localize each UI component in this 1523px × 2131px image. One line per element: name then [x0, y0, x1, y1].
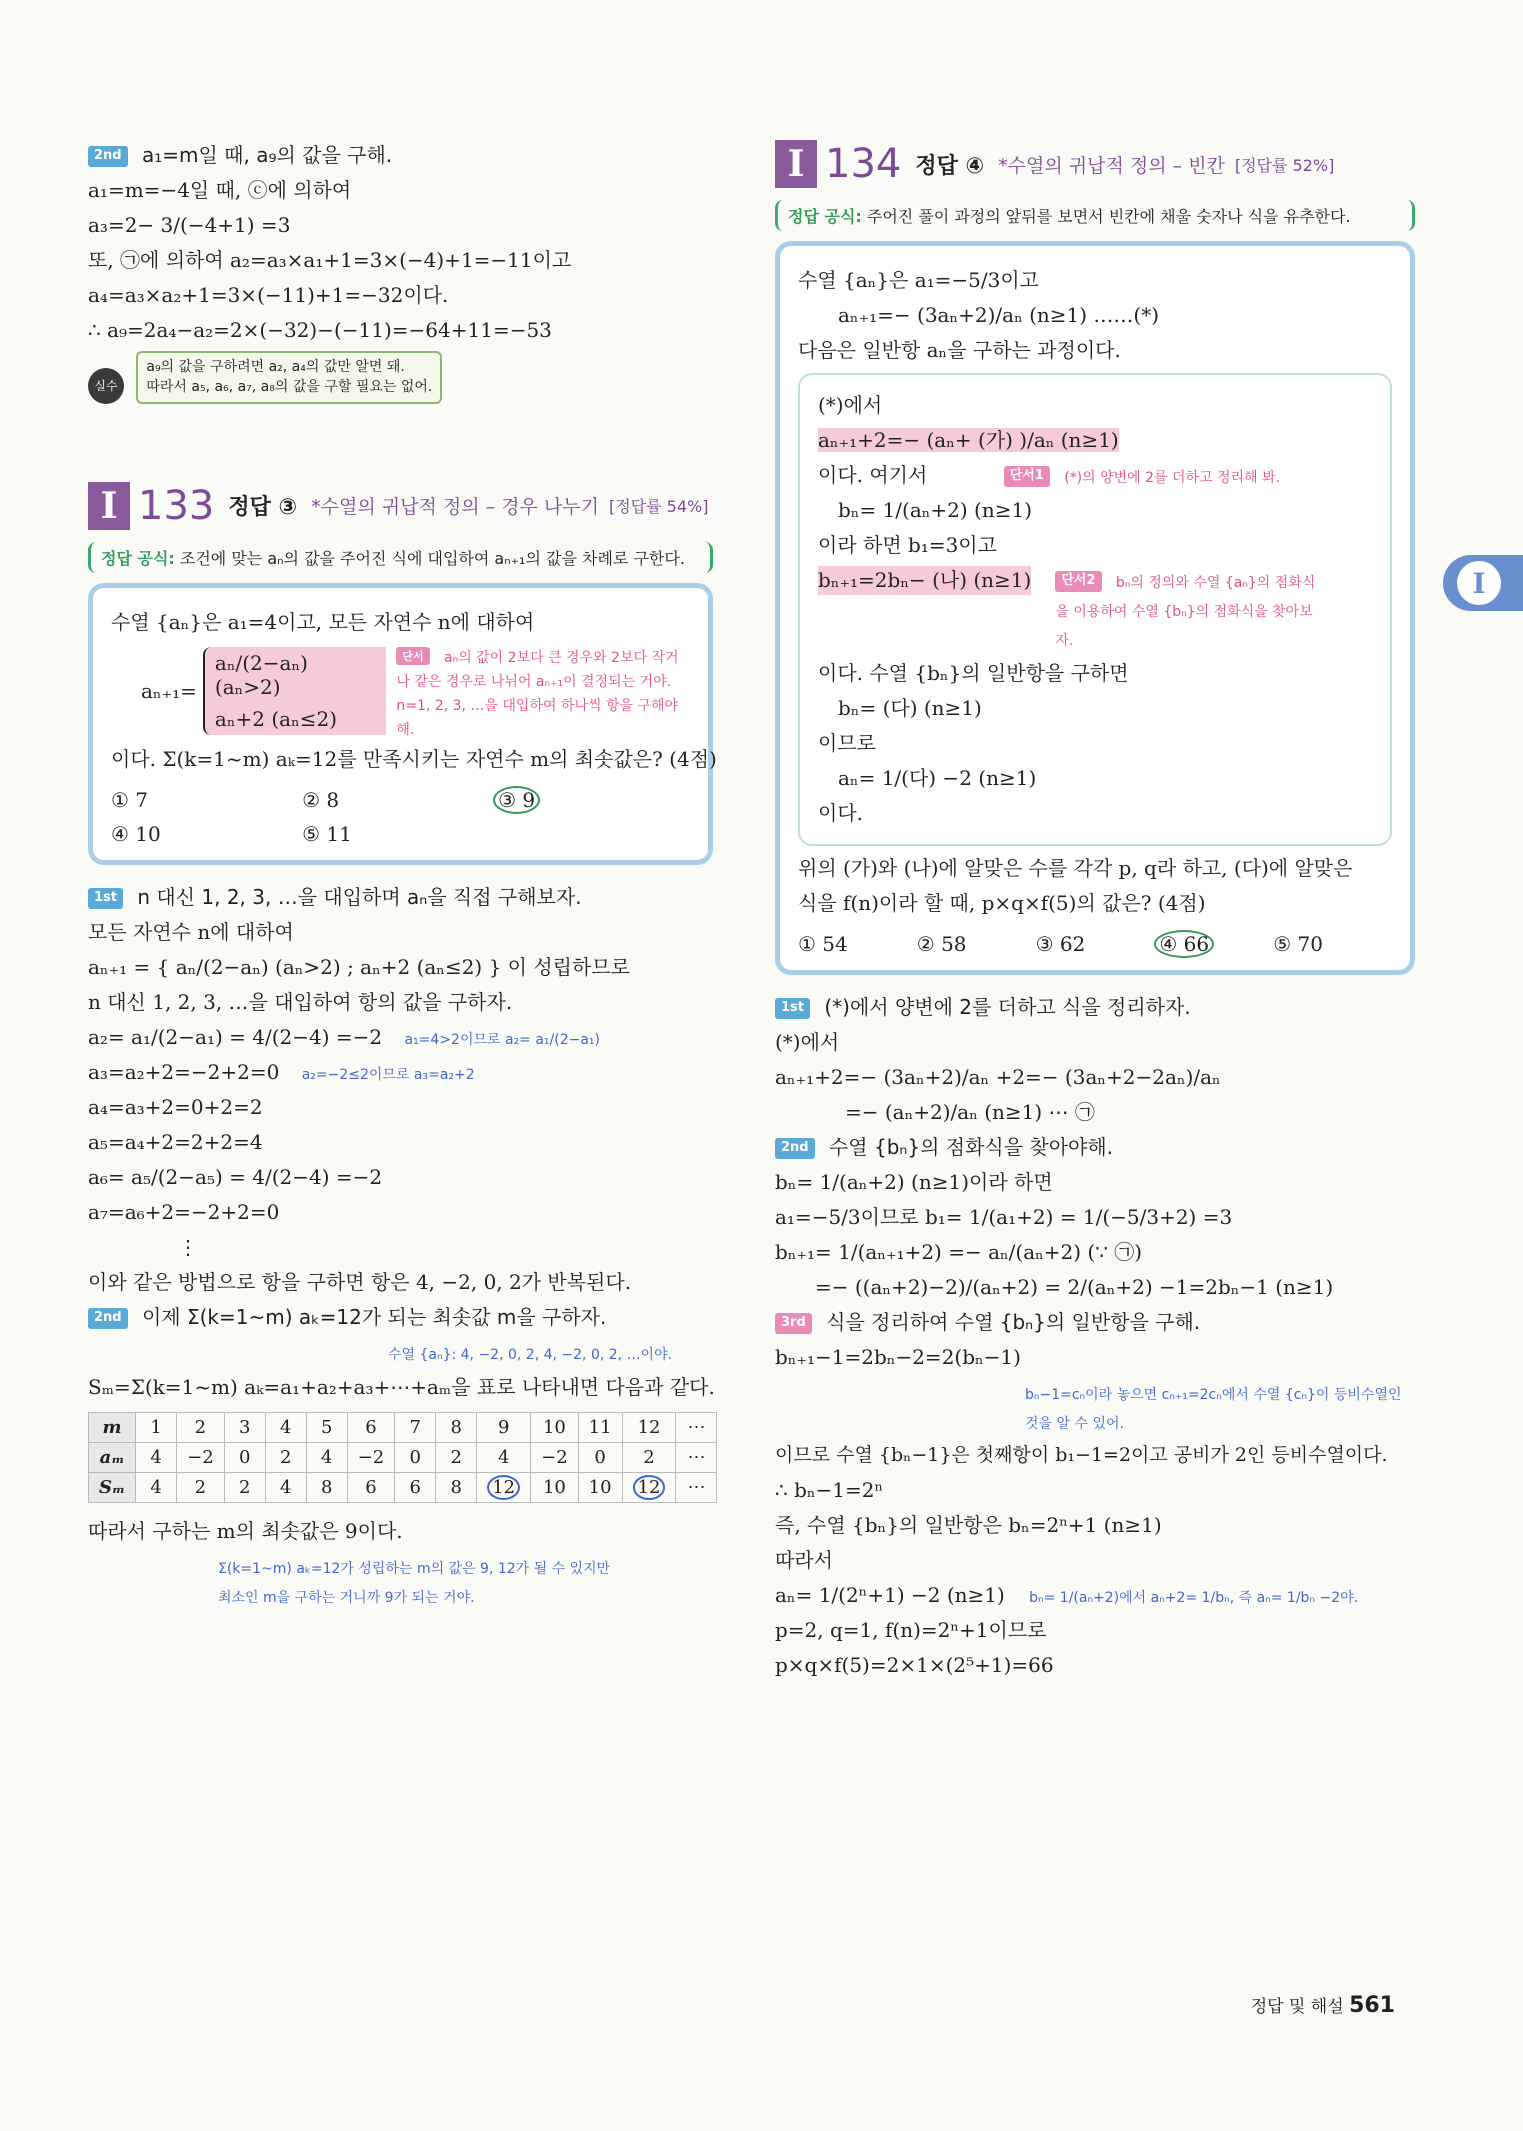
- table-cell: ⋯: [676, 1472, 717, 1502]
- hint-text: bₙ의 정의와 수열 {aₙ}의 점화식을 이용하여 수열 {bₙ}의 점화식을 찾아보자.: [1055, 575, 1316, 649]
- solution-line: 이와 같은 방법으로 항을 구하면 항은 4, −2, 0, 2가 반복된다.: [88, 1269, 632, 1294]
- table-cell: 1: [136, 1412, 177, 1442]
- table-cell: 6: [347, 1472, 395, 1502]
- step-title: n 대신 1, 2, 3, …을 대입하며 aₙ을 직접 구해보자.: [137, 884, 582, 909]
- table-cell: 2: [265, 1442, 306, 1472]
- step-title: 식을 정리하여 수열 {bₙ}의 일반항을 구해.: [826, 1310, 1201, 1334]
- table-cell: 6: [395, 1472, 436, 1502]
- side-note: bₙ= 1/(aₙ+2)에서 aₙ+2= 1/bₙ, 즉 aₙ= 1/bₙ −2야.: [1029, 1589, 1359, 1606]
- solution-line: p=2, q=1, f(n)=2ⁿ+1이므로: [775, 1617, 1047, 1642]
- step-header: [88, 1303, 713, 1332]
- table-cell: 4: [477, 1442, 531, 1472]
- process-eq: bₙ₊₁=2bₙ− (나) (n≥1): [818, 566, 1031, 595]
- step-badge: 1st: [88, 888, 123, 909]
- choice-2[interactable]: ② 8: [302, 787, 340, 812]
- question-box: [775, 241, 1415, 975]
- table-cell: 8: [306, 1472, 347, 1502]
- step-header: [88, 141, 713, 170]
- unit-mark: I: [775, 140, 817, 188]
- process-line: (*)에서: [818, 393, 883, 417]
- solution-line: ∴ bₙ−1=2ⁿ: [775, 1477, 884, 1502]
- choices: [111, 788, 690, 846]
- solution-eq: bₙ₊₁−1=2bₙ−2=2(bₙ−1): [775, 1345, 1021, 1369]
- solution-line: bₙ₊₁= 1/(aₙ₊₁+2) =− aₙ/(aₙ+2) (∵ ㉠): [775, 1240, 1143, 1264]
- choice-2[interactable]: ② 58: [916, 932, 967, 956]
- step-title: (*)에서 양변에 2를 더하고 식을 정리하자.: [824, 995, 1191, 1019]
- piecewise-lhs: aₙ₊₁=: [141, 678, 197, 703]
- process-line: [818, 426, 1372, 455]
- table-cell: −2: [347, 1442, 395, 1472]
- chapter-tab-label: I: [1457, 561, 1501, 605]
- hint-text: (*)의 양변에 2를 더하고 정리해 봐.: [1064, 470, 1281, 486]
- hint: [1055, 566, 1315, 653]
- choice-3-label: ③ 9: [493, 786, 540, 814]
- mistake-text: a₉의 값을 구하려면 a₂, a₄의 값만 알면 돼.: [146, 359, 405, 375]
- table-cell: 4: [306, 1442, 347, 1472]
- page-number: 561: [1349, 1993, 1395, 2018]
- table-cell: 6: [347, 1412, 395, 1442]
- sum-table: [88, 1412, 717, 1503]
- step-badge: 1st: [775, 998, 810, 1019]
- formula-label: 정답 공식:: [101, 548, 175, 568]
- problem-number: 134: [825, 141, 902, 187]
- table-cell: 11: [578, 1412, 622, 1442]
- solution-line: 즉, 수열 {bₙ}의 일반항은 bₙ=2ⁿ+1 (n≥1): [775, 1512, 1162, 1537]
- table-header: aₘ: [89, 1442, 136, 1472]
- solution-line: ⋮: [178, 1234, 198, 1259]
- formula-label: 정답 공식:: [788, 207, 862, 226]
- process-eq: aₙ₊₁+2=− (aₙ+ (가) )/aₙ (n≥1): [818, 428, 1119, 452]
- hint-badge: 단서: [396, 647, 429, 665]
- hint-badge: 단서2: [1055, 571, 1101, 592]
- side-note: a₁=4>2이므로 a₂= a₁/(2−a₁): [404, 1031, 601, 1048]
- piecewise-cases: [203, 647, 386, 735]
- process-line: bₙ= (다) (n≥1): [838, 696, 982, 720]
- table-cell: 2: [177, 1412, 225, 1442]
- table-cell: 2: [224, 1472, 265, 1502]
- math-line: a₄=a₃×a₂+1=3×(−11)+1=−32이다.: [88, 283, 449, 307]
- table-cell: 10: [578, 1472, 622, 1502]
- choices: [798, 932, 1392, 956]
- process-line: 이다.: [818, 801, 863, 825]
- circled-value: 12: [487, 1475, 520, 1500]
- case-2: aₙ+2 (aₙ≤2): [214, 706, 338, 731]
- question-text: aₙ₊₁=− (3aₙ+2)/aₙ (n≥1) ……(*): [838, 303, 1160, 327]
- accuracy-rate: [정답률 54%]: [608, 497, 709, 517]
- side-note: a₂=−2≤2이므로 a₃=a₂+2: [301, 1066, 475, 1083]
- table-cell: 9: [477, 1412, 531, 1442]
- solution-line: a₇=a₆+2=−2+2=0: [88, 1199, 280, 1224]
- page-footer: [1251, 1992, 1395, 2018]
- step-header: [88, 883, 713, 912]
- solution-eq: a₂= a₁/(2−a₁) = 4/(2−4) =−2: [88, 1024, 383, 1049]
- solution-line: =− (aₙ+2)/aₙ (n≥1) ⋯ ㉠: [845, 1100, 1095, 1124]
- step-title: 수열 {bₙ}의 점화식을 찾아야해.: [828, 1135, 1114, 1159]
- step-header: [775, 1133, 1415, 1162]
- step-badge: 2nd: [88, 1308, 128, 1329]
- mistake-note: [88, 351, 713, 404]
- left-column: [88, 135, 717, 1610]
- conclusion-note: [88, 1581, 713, 1610]
- solution-line: bₙ= 1/(aₙ+2) (n≥1)이라 하면: [775, 1170, 1053, 1194]
- solution-line: 따라서: [775, 1547, 833, 1572]
- table-cell: [477, 1472, 531, 1502]
- problem-header-133: [88, 482, 713, 530]
- step-header: [775, 993, 1415, 1022]
- mistake-icon: 실수: [88, 368, 124, 404]
- topic-label: *수열의 귀납적 정의 – 경우 나누기: [311, 496, 599, 519]
- hint-badge: 단서1: [1004, 466, 1050, 487]
- math-line: ∴ a₉=2a₄−a₂=2×(−32)−(−11)=−64+11=−53: [88, 318, 552, 342]
- solution-line: [775, 1581, 1415, 1610]
- table-cell: [622, 1472, 676, 1502]
- case-1: aₙ/(2−aₙ) (aₙ>2): [214, 650, 308, 699]
- solution-eq: a₃=a₂+2=−2+2=0: [88, 1059, 280, 1084]
- solution-line: p×q×f(5)=2×1×(2⁵+1)=66: [775, 1652, 1054, 1677]
- table-cell: −2: [177, 1442, 225, 1472]
- solution-line: (*)에서: [775, 1030, 840, 1054]
- choice-5[interactable]: ⑤ 70: [1273, 932, 1323, 956]
- process-box: [798, 373, 1392, 846]
- table-cell: 4: [136, 1472, 177, 1502]
- process-line: [818, 461, 1372, 490]
- note-text: 최소인 m을 구하는 거니까 9가 되는 거야.: [218, 1589, 475, 1606]
- process-line: 이다. 수열 {bₙ}의 일반항을 구하면: [818, 661, 1129, 685]
- note-text: bₙ−1=cₙ이라 놓으면 cₙ₊₁=2cₙ에서 수열 {cₙ}이 등비수열인 것을 알 수 있어.: [1025, 1387, 1402, 1432]
- circled-value: 12: [633, 1475, 666, 1500]
- math-line: a₁=m=−4일 때, ⓒ에 의하여: [88, 178, 352, 202]
- note-text: Σ(k=1~m) aₖ=12가 성립하는 m의 값은 9, 12가 될 수 있지만: [218, 1560, 611, 1577]
- table-cell: 5: [306, 1412, 347, 1442]
- table-cell: 8: [436, 1472, 477, 1502]
- solution-line: [775, 1343, 1415, 1372]
- choice-3[interactable]: [493, 788, 684, 812]
- table-cell: 7: [395, 1412, 436, 1442]
- formula-text: 조건에 맞는 aₙ의 값을 주어진 식에 대입하여 aₙ₊₁의 값을 차례로 구한다.: [179, 548, 685, 568]
- solution-line: 모든 자연수 n에 대하여: [88, 919, 294, 944]
- question-text: 수열 {aₙ}은 a₁=4이고, 모든 자연수 n에 대하여: [111, 609, 535, 634]
- table-row-am: [89, 1442, 717, 1472]
- choice-3[interactable]: ③ 62: [1035, 932, 1086, 956]
- hint-text: aₙ의 값이 2보다 큰 경우와 2보다 작거나 같은 경우로 나뉘어 aₙ₊₁이 결정되는 거야. n=1, 2, 3, …을 대입하여 하나씩 항을 구해야 해.: [396, 649, 679, 738]
- question-text: 이다. Σ(k=1~m) aₖ=12를 만족시키는 자연수 m의 최솟값은? (4점): [111, 746, 717, 771]
- answer-formula: [775, 200, 1415, 231]
- problem-number: 133: [138, 482, 215, 529]
- choice-4[interactable]: ④ 10: [111, 821, 161, 846]
- choice-4[interactable]: [1154, 932, 1273, 956]
- solution-line: aₙ₊₁ = { aₙ/(2−aₙ) (aₙ>2) ; aₙ+2 (aₙ≤2) } 이 성립하므로: [88, 954, 630, 979]
- solution-line: [88, 1023, 713, 1052]
- process-text: 이다. 여기서: [818, 463, 928, 487]
- solution-line: a₁=−5/3이므로 b₁= 1/(a₁+2) = 1/(−5/3+2) =3: [775, 1205, 1233, 1229]
- right-column: [775, 140, 1415, 1686]
- choice-4-label: ④ 66: [1154, 930, 1214, 958]
- step-header: [775, 1308, 1415, 1337]
- question-text: 식을 f(n)이라 할 때, p×q×f(5)의 값은? (4점): [798, 891, 1206, 915]
- step-title: a₁=m일 때, a₉의 값을 구해.: [141, 143, 393, 167]
- table-header: Sₘ: [89, 1472, 136, 1502]
- solution-line: =− ((aₙ+2)−2)/(aₙ+2) = 2/(aₙ+2) −1=2bₙ−1 (n≥1): [815, 1275, 1334, 1299]
- table-cell: 4: [265, 1412, 306, 1442]
- process-line: 이므로: [818, 731, 876, 755]
- side-note: [88, 1338, 713, 1367]
- problem-header-134: [775, 140, 1415, 188]
- choice-1[interactable]: ① 54: [798, 932, 848, 956]
- footer-label: 정답 및 해설: [1250, 1997, 1344, 2017]
- answer-label: 정답 ④: [915, 153, 985, 179]
- table-cell: ⋯: [676, 1442, 717, 1472]
- step-badge: 2nd: [775, 1138, 815, 1159]
- solution-line: 이므로 수열 {bₙ−1}은 첫째항이 b₁−1=2이고 공비가 2인 등비수열이다.: [775, 1444, 1388, 1466]
- table-cell: 10: [531, 1472, 579, 1502]
- chapter-tab: [1443, 555, 1523, 611]
- table-row-m: [89, 1412, 717, 1442]
- solution-line: [88, 1058, 713, 1087]
- math-line: a₃=2− 3/(−4+1) =3: [88, 213, 291, 237]
- accuracy-rate: [정답률 52%]: [1234, 155, 1335, 175]
- hint: [396, 643, 690, 739]
- question-text: 위의 (가)와 (나)에 알맞은 수를 각각 p, q라 하고, (다)에 알맞은: [798, 856, 1353, 880]
- solution-line: a₅=a₄+2=2+2=4: [88, 1129, 263, 1154]
- table-cell: 2: [622, 1442, 676, 1472]
- step-badge: 3rd: [775, 1313, 812, 1334]
- step-title: 이제 Σ(k=1~m) aₖ=12가 되는 최솟값 m을 구하자.: [141, 1304, 607, 1329]
- question-text: 수열 {aₙ}은 a₁=−5/3이고: [798, 268, 1039, 292]
- step-badge: 2nd: [88, 146, 128, 167]
- question-text: 다음은 일반항 aₙ을 구하는 과정이다.: [798, 338, 1121, 362]
- table-cell: 2: [177, 1472, 225, 1502]
- conclusion-note: [88, 1552, 713, 1581]
- table-header: m: [89, 1412, 136, 1442]
- process-line: bₙ= 1/(aₙ+2) (n≥1): [838, 498, 1033, 522]
- piecewise-definition: [141, 643, 690, 739]
- table-cell: ⋯: [676, 1412, 717, 1442]
- answer-formula: [88, 542, 713, 573]
- process-line: 이라 하면 b₁=3이고: [818, 533, 997, 557]
- conclusion: 따라서 구하는 m의 최솟값은 9이다.: [88, 1518, 403, 1543]
- solution-line: a₄=a₃+2=0+2=2: [88, 1094, 263, 1119]
- solution-eq: aₙ= 1/(2ⁿ+1) −2 (n≥1): [775, 1582, 1005, 1607]
- table-cell: 3: [224, 1412, 265, 1442]
- solution-line: n 대신 1, 2, 3, …을 대입하여 항의 값을 구하자.: [88, 989, 513, 1014]
- choice-1[interactable]: ① 7: [111, 787, 149, 812]
- side-note: [775, 1378, 1415, 1436]
- mistake-text: 따라서 a₅, a₆, a₇, a₈의 값을 구할 필요는 없어.: [146, 379, 433, 396]
- formula-text: 주어진 풀이 과정의 앞뒤를 보면서 빈칸에 채울 숫자나 식을 유추한다.: [866, 207, 1351, 226]
- table-cell: 0: [224, 1442, 265, 1472]
- table-cell: 12: [622, 1412, 676, 1442]
- table-cell: 0: [578, 1442, 622, 1472]
- table-cell: −2: [531, 1442, 579, 1472]
- unit-mark: I: [88, 482, 130, 530]
- process-line: aₙ= 1/(다) −2 (n≥1): [838, 766, 1037, 790]
- solution-line: aₙ₊₁+2=− (3aₙ+2)/aₙ +2=− (3aₙ+2−2aₙ)/aₙ: [775, 1065, 1221, 1089]
- process-line: [818, 566, 1372, 653]
- table-cell: 0: [395, 1442, 436, 1472]
- table-cell: 4: [136, 1442, 177, 1472]
- topic-label: *수열의 귀납적 정의 – 빈칸: [998, 154, 1225, 177]
- table-cell: 8: [436, 1412, 477, 1442]
- math-line: 또, ㉠에 의하여 a₂=a₃×a₁+1=3×(−4)+1=−11이고: [88, 248, 572, 272]
- side-note-text: 수열 {aₙ}: 4, −2, 0, 2, 4, −2, 0, 2, …이야.: [388, 1346, 673, 1363]
- table-cell: 2: [436, 1442, 477, 1472]
- question-box: [88, 583, 717, 865]
- solution-line: a₆= a₅/(2−a₅) = 4/(2−4) =−2: [88, 1164, 383, 1189]
- table-row-sm: [89, 1472, 717, 1502]
- answer-label: 정답 ③: [228, 495, 298, 521]
- solution-line: Sₘ=Σ(k=1~m) aₖ=a₁+a₂+a₃+⋯+aₘ을 표로 나타내면 다음과 같다.: [88, 1374, 715, 1399]
- table-cell: 10: [531, 1412, 579, 1442]
- table-cell: 4: [265, 1472, 306, 1502]
- choice-5[interactable]: ⑤ 11: [302, 821, 352, 846]
